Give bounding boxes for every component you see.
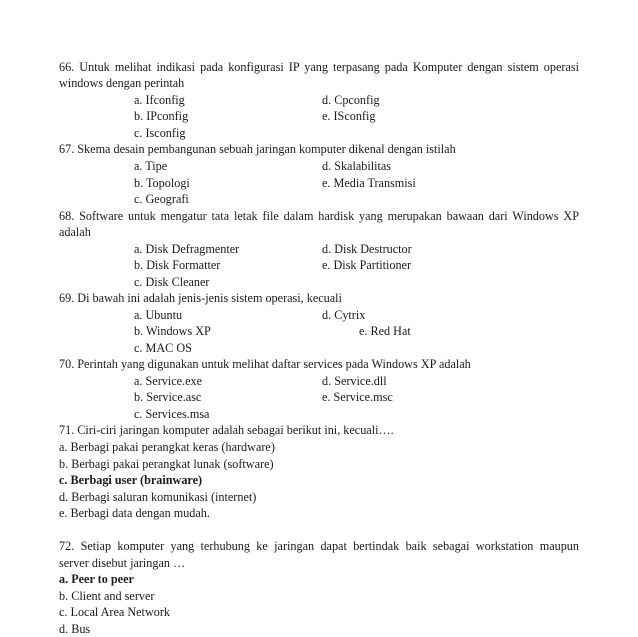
question-72-option-b: b. Client and server: [59, 589, 155, 603]
question-66-option-c: c. Isconfig: [134, 126, 186, 140]
question-68-option-c: c. Disk Cleaner: [134, 275, 210, 289]
question-69-stem: 69. Di bawah ini adalah jenis-jenis sistem operasi, kecuali: [59, 291, 342, 305]
question-72-option-c: c. Local Area Network: [59, 605, 170, 619]
question-72-stem: 72. Setiap komputer yang terhubung ke jaringan dapat bertindak baik sebagai workstation maupun: [59, 539, 579, 553]
question-72-option-a-answer: a. Peer to peer: [59, 572, 134, 586]
question-68-option-a: a. Disk Defragmenter: [134, 242, 240, 256]
question-71-option-a: a. Berbagi pakai perangkat keras (hardware): [59, 440, 275, 454]
question-67-option-d: d. Skalabilitas: [322, 159, 392, 173]
question-70-option-c: c. Services.msa: [134, 407, 210, 421]
question-69-option-b: b. Windows XP: [134, 324, 211, 338]
question-68-option-e: e. Disk Partitioner: [322, 258, 412, 272]
question-70-option-e: e. Service.msc: [322, 390, 393, 404]
question-71-option-b: b. Berbagi pakai perangkat lunak (software): [59, 457, 274, 471]
question-71-option-c-answer: c. Berbagi user (brainware): [59, 473, 203, 487]
question-70-option-d: d. Service.dll: [322, 374, 387, 388]
question-71-option-d: d. Berbagi saluran komunikasi (internet): [59, 490, 257, 504]
question-70-option-a: a. Service.exe: [134, 374, 203, 388]
question-69-option-e: e. Red Hat: [359, 324, 411, 338]
question-67-option-e: e. Media Transmisi: [322, 176, 416, 190]
question-67-stem: 67. Skema desain pembangunan sebuah jaringan komputer dikenal dengan istilah: [59, 142, 456, 156]
question-72-stem-cont: server disebut jaringan …: [59, 556, 186, 570]
question-68-stem-cont: adalah: [59, 225, 91, 239]
question-67-option-b: b. Topologi: [134, 176, 190, 190]
question-66-option-e: e. ISconfig: [322, 109, 376, 123]
question-72-option-d: d. Bus: [59, 622, 91, 636]
question-69-option-c: c. MAC OS: [134, 341, 192, 355]
question-68-option-b: b. Disk Formatter: [134, 258, 221, 272]
question-71-option-e: e. Berbagi data dengan mudah.: [59, 506, 210, 520]
question-66-option-d: d. Cpconfig: [322, 93, 380, 107]
question-67-option-a: a. Tipe: [134, 159, 168, 173]
question-69-option-d: d. Cytrix: [322, 308, 366, 322]
question-70-stem: 70. Perintah yang digunakan untuk melihat daftar services pada Windows XP adalah: [59, 357, 471, 371]
question-71-stem: 71. Ciri-ciri jaringan komputer adalah sebagai berikut ini, kecuali….: [59, 423, 394, 437]
question-68-option-d: d. Disk Destructor: [322, 242, 412, 256]
question-68-stem: 68. Software untuk mengatur tata letak file dalam hardisk yang merupakan bawaan dari Windows XP: [59, 209, 579, 223]
question-66-stem: 66. Untuk melihat indikasi pada konfigurasi IP yang terpasang pada Komputer dengan sistem operasi: [59, 60, 579, 74]
question-69-option-a: a. Ubuntu: [134, 308, 183, 322]
question-67-option-c: c. Geografi: [134, 192, 189, 206]
question-66-stem-cont: windows dengan perintah: [59, 76, 185, 90]
question-70-option-b: b. Service.asc: [134, 390, 202, 404]
question-66-option-a: a. Ifconfig: [134, 93, 185, 107]
question-66-option-b: b. IPconfig: [134, 109, 189, 123]
